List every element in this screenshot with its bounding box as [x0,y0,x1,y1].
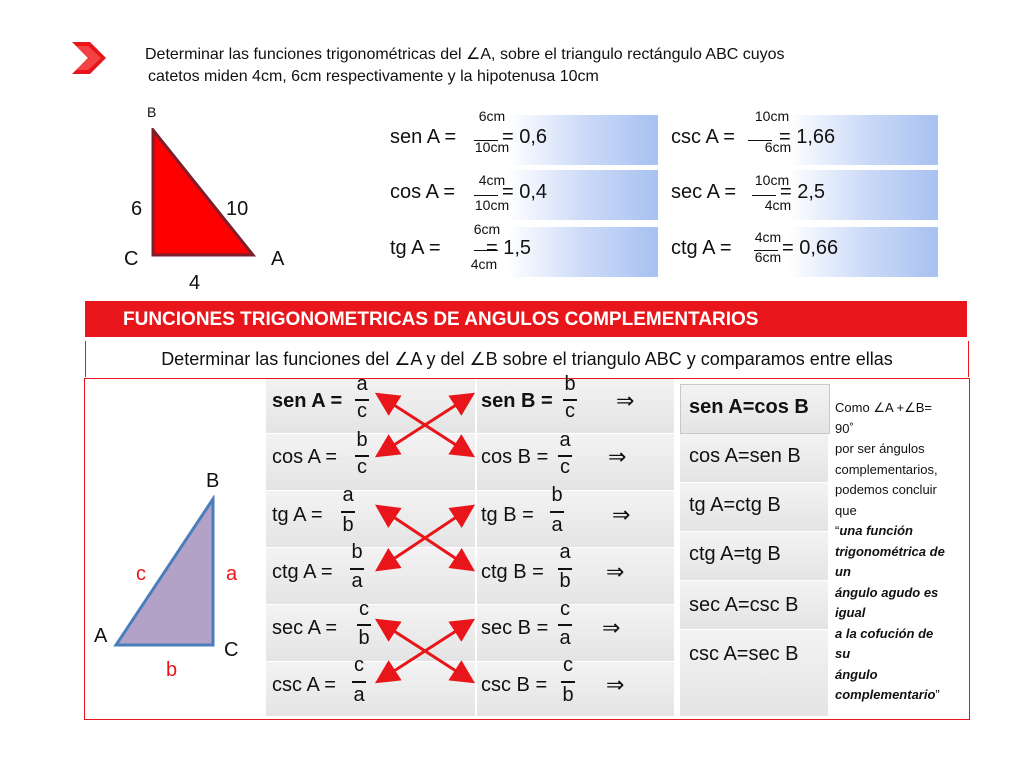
side-ca-label: 4 [189,272,201,294]
equiv-3: ctg A=tg B [689,543,781,565]
note-close-quote: ” [935,687,940,702]
note-line-3: por ser ángulos [835,441,925,456]
func-sen-num: 6cm [478,108,506,124]
equiv-5: csc A=sec B [689,643,799,665]
note-line-2: 90˚ [835,420,854,436]
equiv-2: tg A=ctg B [689,494,781,516]
vertex-b-label: B [147,104,157,120]
func-sec-bar [752,195,776,196]
func-sen-label: sen A = [390,126,457,148]
b-row-1-label: cos B = [481,446,549,468]
func-ctg-den: 6cm [754,249,782,265]
b-row-5-bar [561,681,575,683]
a-row-5-den: a [353,684,365,706]
note-line-8: trigonométrica de [835,543,945,559]
a-row-4-bar [357,624,371,626]
a-row-0-label: sen A = [272,390,343,412]
a-row-1-label: cos A = [272,446,338,468]
note-line-12: a la cofución de [835,625,934,641]
a-row-2-den: b [342,514,354,536]
t2-vertex-a-label: A [94,625,108,647]
b-row-5-label: csc B = [481,674,548,696]
a-row-4-num: c [359,598,369,620]
func-cos-result: = 0,4 [502,181,548,203]
func-sec-label: sec A = [671,181,737,203]
t2-vertex-b-label: B [206,470,220,492]
b-row-0-label: sen B = [481,390,553,412]
a-row-5-num: c [354,654,364,676]
note-line-15-text: complementario [835,687,936,702]
a-row-1-num: b [356,429,368,451]
b-row-2-implies: ⇒ [612,502,631,527]
func-tg-label: tg A = [390,237,441,259]
red-right-triangle [150,128,260,258]
note-line-14: ángulo [835,666,878,682]
func-csc-num: 10cm [754,108,790,124]
vertex-c-label: C [124,248,139,270]
note-line-15 [835,685,970,706]
t2-side-c-label: c [136,563,146,585]
a-row-4-label: sec A = [272,617,338,639]
a-row-3-num: b [351,541,363,563]
a-row-5-bar [352,681,366,683]
func-tg-den: 4cm [470,256,498,272]
vertex-a-label: A [271,248,285,270]
func-sen-result: = 0,6 [502,126,548,148]
a-row-3-den: a [351,570,363,592]
b-row-1-num: a [559,429,571,451]
b-row-2-label: tg B = [481,504,534,526]
note-line-10: ángulo agudo es [835,584,939,600]
func-sec-num: 10cm [754,172,790,188]
intro-text [145,44,905,88]
b-row-5-den: b [562,684,574,706]
section-banner [85,301,967,337]
section-subtitle: Determinar las funciones del ∠A y del ∠B sobre el triangulo ABC y comparamos entre ellas [85,341,969,377]
note-line-5: podemos concluir [835,482,937,497]
b-row-0-den: c [565,400,575,422]
b-row-0-num: b [564,373,576,395]
banner-title: FUNCIONES TRIGONOMETRICAS DE ANGULOS COMPLEMENTARIOS [123,309,759,330]
b-row-0-implies: ⇒ [616,388,635,413]
func-cos-den: 10cm [474,197,510,213]
func-cos-bar [474,195,498,196]
equiv-0: sen A=cos B [689,396,809,418]
a-row-5-label: csc A = [272,674,336,696]
b-row-3-num: a [559,541,571,563]
b-row-3-implies: ⇒ [606,559,625,584]
func-ctg-num: 4cm [754,229,782,245]
note-line-1: Como ∠A +∠B= [835,400,933,415]
intro-line-2: catetos miden 4cm, 6cm respectivamente y la hipotenusa 10cm [148,68,599,85]
b-row-2-num: b [551,484,563,506]
b-row-1-implies: ⇒ [608,444,627,469]
func-cos-label: cos A = [390,181,456,203]
b-row-4-bar [558,624,572,626]
b-row-5-implies: ⇒ [606,672,625,697]
equiv-4: sec A=csc B [689,594,799,616]
func-ctg-label: ctg A = [671,237,732,259]
t2-side-a-label: a [226,563,238,585]
note-line-11: igual [835,605,866,620]
func-csc-label: csc A = [671,126,735,148]
note-line-9: un [835,564,851,579]
b-row-2-bar [550,511,564,513]
func-tg-num: 6cm [473,221,501,237]
note-line-13: su [835,646,851,661]
a-row-4-den: b [358,627,370,649]
a-row-2-num: a [342,484,354,506]
a-row-2-label: tg A = [272,504,323,526]
func-csc-result: = 1,66 [779,126,836,148]
func-ctg-result: = 0,66 [782,237,839,259]
a-row-2-bar [341,511,355,513]
func-sen-den: 10cm [474,139,510,155]
b-row-5-num: c [563,654,573,676]
func-tg-result: = 1,5 [486,237,532,259]
b-row-4-label: sec B = [481,617,549,639]
func-cos-num: 4cm [478,172,506,188]
b-row-3-den: b [559,570,571,592]
conclusion-note [835,398,970,706]
b-row-1-den: c [560,456,570,478]
equiv-1: cos A=sen B [689,445,801,467]
b-row-4-den: a [559,627,571,649]
b-row-4-implies: ⇒ [602,615,621,640]
chevron-right-icon [68,40,108,76]
a-row-1-den: c [357,456,367,478]
side-ab-label: 10 [226,198,249,220]
a-row-0-den: c [357,400,367,422]
side-bc-label: 6 [131,198,143,220]
b-row-2-den: a [551,514,563,536]
func-csc-den: 6cm [764,139,792,155]
cross-arrows [370,380,480,710]
func-sec-result: = 2,5 [780,181,826,203]
b-row-3-label: ctg B = [481,561,544,583]
a-row-0-num: a [356,373,368,395]
intro-line-1: Determinar las funciones trigonométricas del ∠A, sobre el triangulo rectángulo ABC cuyos [145,46,785,63]
note-line-6: que [835,502,857,518]
note-line-4: complementarios, [835,461,938,477]
a-row-3-label: ctg A = [272,561,333,583]
note-line-7 [835,521,970,542]
t2-side-b-label: b [166,659,178,681]
note-open-quote: “ [835,523,840,538]
t2-vertex-c-label: C [224,639,239,661]
purple-right-triangle [110,495,220,650]
note-line-7-text: una función [839,523,914,538]
func-sec-den: 4cm [764,197,792,213]
b-row-4-num: c [560,598,570,620]
